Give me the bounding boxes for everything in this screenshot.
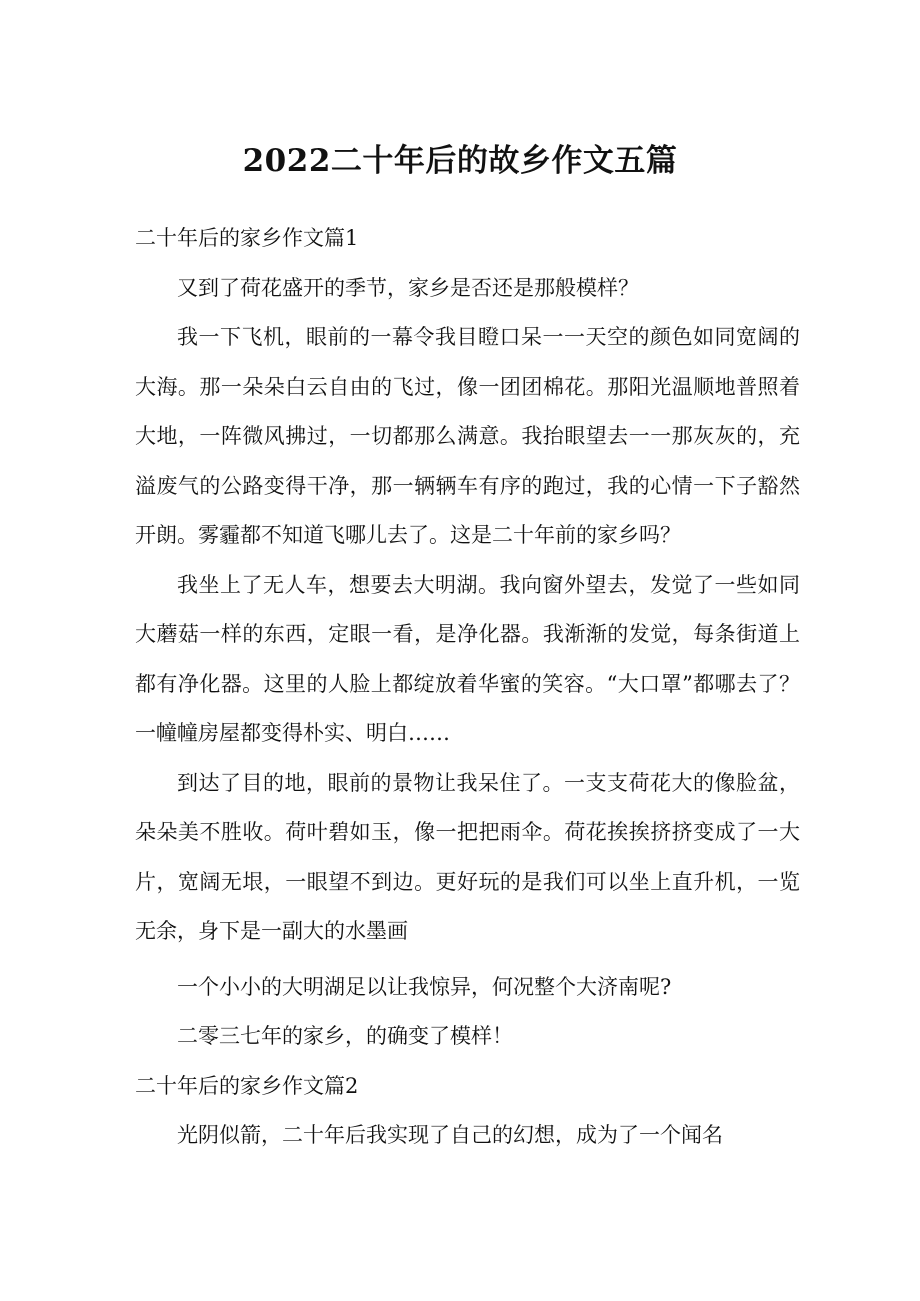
- paragraph: 光阴似箭，二十年后我实现了自己的幻想，成为了一个闻名: [177, 1123, 723, 1147]
- document-body: [135, 214, 800, 1161]
- paragraph: 到达了目的地，眼前的景物让我呆住了。一支支荷花大的像脸盆，朵朵美不胜收。荷叶碧如玉，像一把把雨伞。荷花挨挨挤挤变成了一大片，宽阔无垠，一眼望不到边。更好玩的是我们可以坐上直升机，一览无余，身下是一副大的水墨画: [135, 770, 800, 943]
- paragraph: 我坐上了无人车，想要去大明湖。我向窗外望去，发觉了一些如同大蘑菇一样的东西，定眼一看，是净化器。我渐渐的发觉，每条街道上都有净化器。这里的人脸上都绽放着华蜜的笑容。“大口罩”都哪去了？一幢幢房屋都变得朴实、明白……: [135, 572, 800, 745]
- paragraph: 二零三七年的家乡，的确变了模样！: [177, 1024, 513, 1048]
- paragraph: 我一下飞机，眼前的一幕令我目瞪口呆一一天空的颜色如同宽阔的大海。那一朵朵白云自由的飞过，像一团团棉花。那阳光温顺地普照着大地，一阵微风拂过，一切都那么满意。我抬眼望去一一那灰灰的，充溢废气的公路变得干净，那一辆辆车有序的跑过，我的心情一下子豁然开朗。雾霾都不知道飞哪儿去了。这是二十年前的家乡吗？: [135, 325, 800, 547]
- section-heading: 二十年后的家乡作文篇2: [135, 1073, 359, 1098]
- paragraph: 又到了荷花盛开的季节，家乡是否还是那般模样？: [177, 275, 639, 300]
- section-heading: 二十年后的家乡作文篇1: [135, 226, 359, 250]
- paragraph: 一个小小的大明湖足以让我惊异，何况整个大济南呢?: [177, 974, 672, 999]
- document-title: 2022二十年后的故乡作文五篇: [242, 143, 678, 179]
